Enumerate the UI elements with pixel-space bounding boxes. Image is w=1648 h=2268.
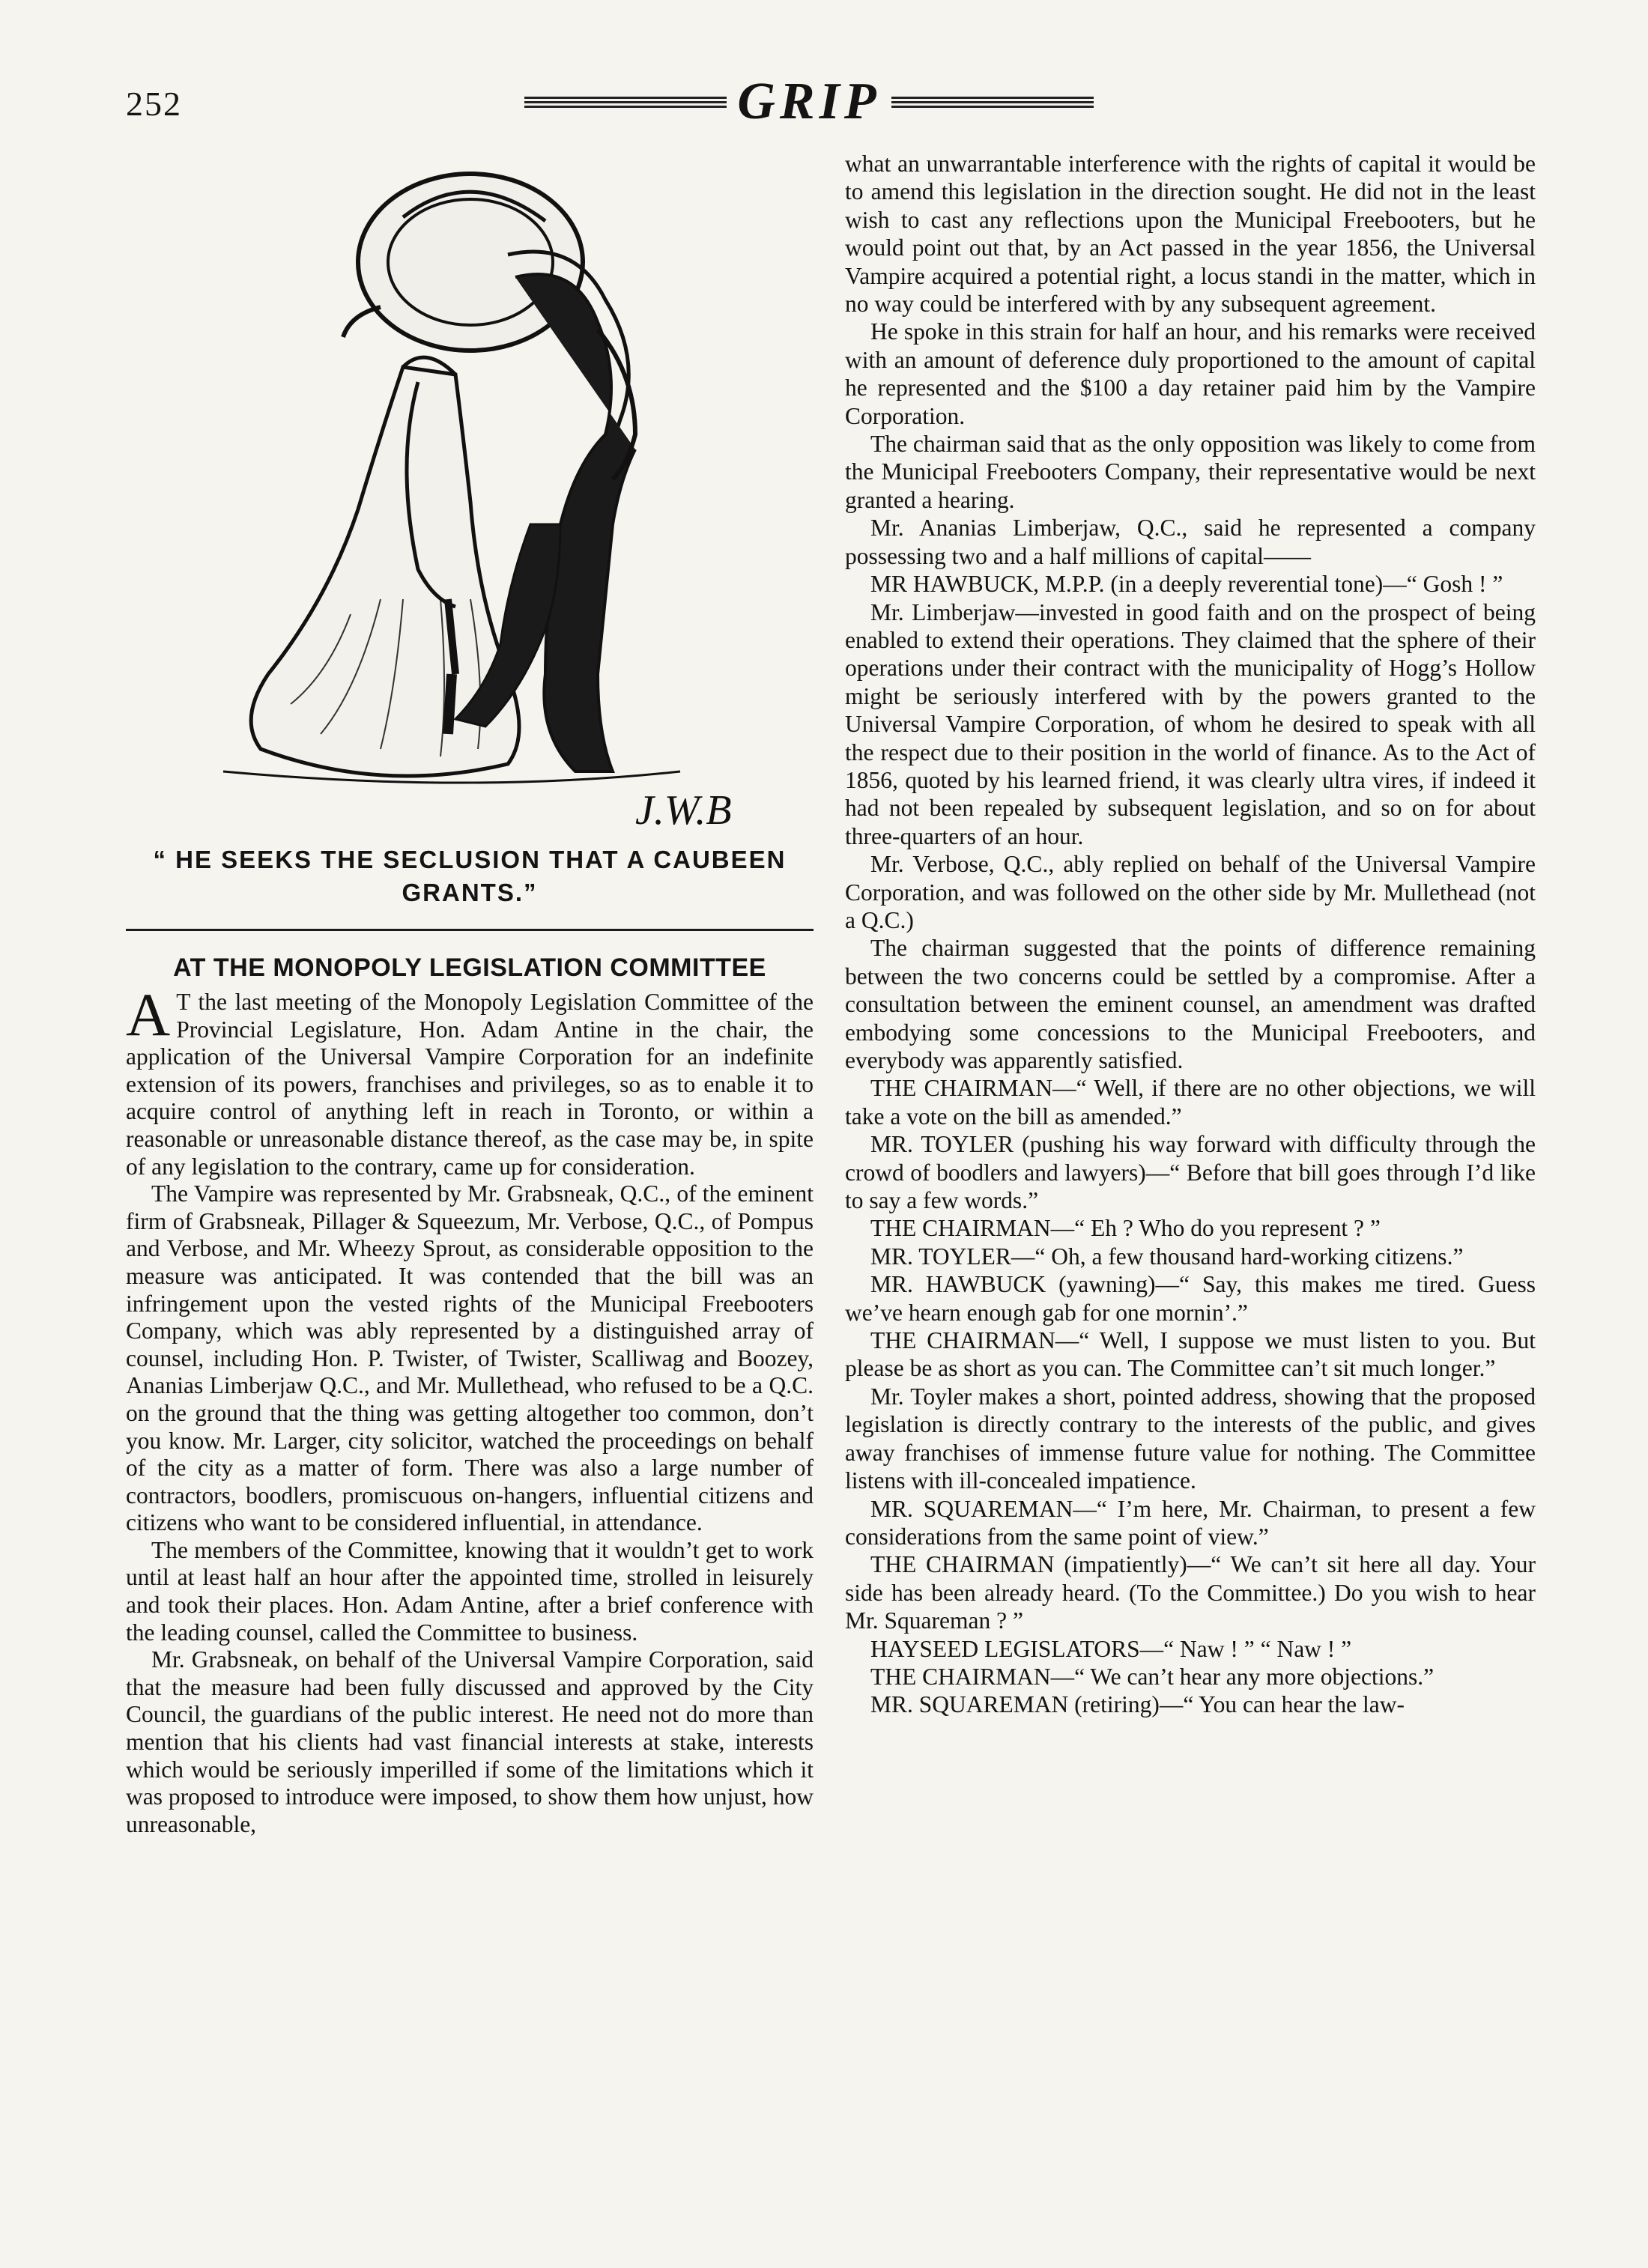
article-paragraph: HAYSEED LEGISLATORS—“ Naw ! ” “ Naw ! ” [870,1635,1352,1662]
article-paragraph: MR. HAWBUCK (yawning)—“ Say, this makes me tired. Guess we’ve hearn enough gab for one mornin’.” [845,1271,1536,1326]
left-column [126,150,814,1838]
masthead-title: GRIP [737,73,881,130]
article-paragraph: Mr. Grabsneak, on behalf of the Universal Vampire Corporation, said that the measure had been fully discussed and approved by the City Council, the guardians of the public interest. He need not do more than mention that his clients had vast financial interests at stake, interests which would be seriously imperilled if some of the limitations which it was proposed to introduce were imposed, to show them how unjust, how unreasonable, [126,1646,814,1837]
article-paragraph: MR HAWBUCK, M.P.P. (in a deeply reverential tone)—“ Gosh ! ” [870,571,1503,598]
article-paragraph: MR. SQUAREMAN (retiring)—“ You can hear the law- [870,1691,1405,1718]
cartoon-illustration [126,150,814,839]
page-number: 252 [126,85,182,123]
article-paragraph: what an unwarrantable interference with the rights of capital it would be to amend this legislation in the direction sought. He did not in the least wish to cast any reflections upon the Municipal Freebooters, but he would point out that, by an Act passed in the year 1856, the Universal Vampire acquired a potential right, a locus standi in the matter, which in no way could be interfered with by any subsequent agreement. [845,151,1536,318]
drop-cap: A [126,980,171,1049]
illustration-caption: “ HE SEEKS THE SECLUSION THAT A CAUBEEN GRANTS.” [153,846,787,906]
article-paragraph: He spoke in this strain for half an hour, and his remarks were received with an amount of deference duly proportioned to the amount of capital he represented and the $100 a day retainer paid him by the Vampire Corporation. [845,318,1536,429]
article-paragraph: Mr. Verbose, Q.C., ably replied on behalf of the Universal Vampire Corporation, and was followed on the other side by Mr. Mullethead (not a Q.C.) [845,851,1536,933]
article-paragraph: The members of the Committee, knowing that it wouldn’t get to work until at least half an hour after the appointed time, strolled in leisurely and took their places. Hon. Adam Antine, after a brief conference with the leading counsel, called the Committee to business. [126,1536,814,1646]
cartoon-drawing [156,150,785,839]
article-paragraph: The chairman said that as the only opposition was likely to come from the Municipal Freebooters Company, their representative would be next granted a hearing. [845,431,1536,513]
article-paragraph: Mr. Limberjaw—invested in good faith and on the prospect of being enabled to extend their operations. They claimed that the sphere of their operations under their contract with the municipality of Hogg’s Hollow might be seriously interfered with by the powers granted to the Universal Vampire Corporation, of whom he desired to speak with all the respect due to their position in the world of finance. As to the Act of 1856, quoted by his learned friend, it was clearly ultra vires, if indeed it had not been repealed by subsequent legislation, and so on for about three-quarters of an hour. [845,598,1536,849]
article-paragraph: The chairman suggested that the points of difference remaining between the two concerns could be settled by a compromise. After a consultation between the eminent counsel, an amendment was drafted embodying some concessions to the Municipal Freebooters, and everybody was apparently satisfied. [845,935,1536,1073]
masthead-rule-left [524,96,727,108]
article-paragraph: Mr. Toyler makes a short, pointed address, showing that the proposed legislation is directly contrary to the interests of the public, and gives away franchises of immense future value for nothing. The Committee listens with ill-concealed impatience. [845,1383,1536,1494]
right-column [845,150,1536,1719]
article-paragraph: A T the last meeting of the Monopoly Legislation Committee of the Provincial Legislature, Hon. Adam Antine in the chair, the application of the Universal Vampire Corporation for an indefinite extension of its powers, franchises and privileges, so as to enable it to acquire control of anything left in reach in Toronto, or within a reasonable or unreasonable distance thereof, as the case may be, in spite of any legislation to the contrary, came up for consideration. [126,980,814,1180]
article-paragraph: MR. SQUAREMAN—“ I’m here, Mr. Chairman, to present a few considerations from the same point of view.” [845,1495,1536,1550]
article-paragraph: The Vampire was represented by Mr. Grabsneak, Q.C., of the eminent firm of Grabsneak, Pillager & Squeezum, Mr. Verbose, Q.C., of Pompus and Verbose, and Mr. Wheezy Sprout, as considerable opposition to the measure was anticipated. It was contended that the bill was an infringement upon the vested rights of the Municipal Freebooters Company, which was ably represented by a distinguished array of counsel, including Hon. P. Twister, of Twister, Scalliwag and Boozey, Ananias Limberjaw Q.C., and Mr. Mullethead, who refused to be a Q.C. on the ground that the thing was getting altogether too common, don’t you know. Mr. Larger, city solicitor, watched the proceedings on behalf of the city as a matter of form. There was also a large number of contractors, boodlers, promiscuous on-hangers, influential citizens and citizens who want to be considered influential, in attendance. [126,1180,814,1536]
article-paragraph: THE CHAIRMAN (impatiently)—“ We can’t sit here all day. Your side has been already heard. (To the Committee.) Do you wish to hear Mr. Squareman ? ” [845,1551,1536,1634]
article-title: AT THE MONOPOLY LEGISLATION COMMITTEE [173,953,766,982]
masthead [524,72,1094,132]
article-paragraph: THE CHAIRMAN—“ Well, if there are no other objections, we will take a vote on the bill as amended.” [845,1075,1536,1130]
article-paragraph: THE CHAIRMAN—“ Well, I suppose we must listen to you. But please be as short as you can. The Committee can’t sit much longer.” [845,1327,1536,1382]
section-divider [126,929,814,931]
article-paragraph: MR. TOYLER—“ Oh, a few thousand hard-working citizens.” [870,1243,1464,1270]
artist-signature: J.W.B [635,787,732,834]
article-paragraph: MR. TOYLER (pushing his way forward with difficulty through the crowd of boodlers and lawyers)—“ Before that bill goes through I’d like to say a few words.” [845,1131,1536,1214]
article-paragraph: THE CHAIRMAN—“ We can’t hear any more objections.” [870,1663,1435,1690]
masthead-rule-right [891,96,1094,108]
article-paragraph: Mr. Ananias Limberjaw, Q.C., said he represented a company possessing two and a half millions of capital—— [845,515,1536,569]
article-paragraph: THE CHAIRMAN—“ Eh ? Who do you represent ? ” [870,1215,1381,1242]
